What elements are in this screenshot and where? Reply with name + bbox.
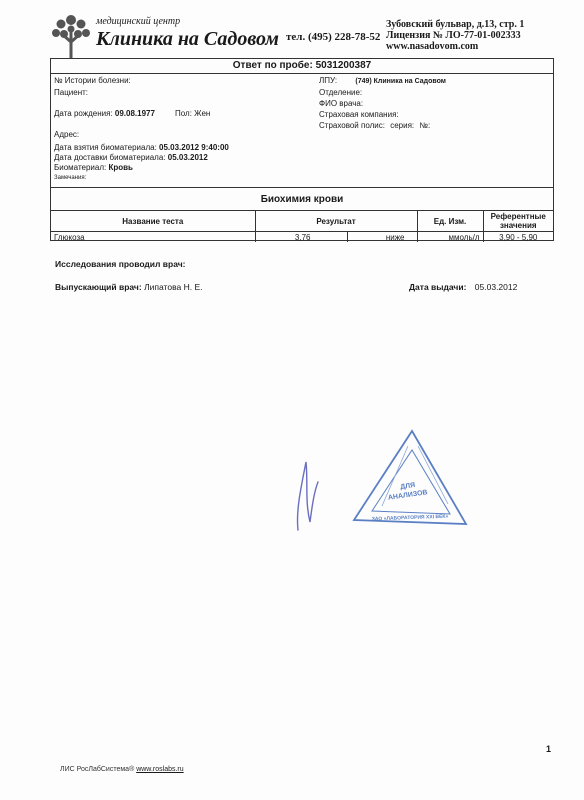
section-divider	[51, 187, 553, 188]
taken-date-label: Дата взятия биоматериала:	[54, 143, 157, 152]
page-number: 1	[546, 744, 552, 754]
issuing-doctor-name: Липатова Н. Е.	[144, 282, 203, 292]
issue-date-label: Дата выдачи:	[409, 282, 467, 292]
sample-label: Ответ по пробе:	[232, 60, 313, 71]
doctor-label: ФИО врача:	[319, 99, 364, 108]
lpu	[319, 76, 446, 85]
biomaterial	[54, 163, 133, 172]
delivery-date-value: 05.03.2012	[167, 153, 208, 162]
birth-date-label: Дата рождения:	[54, 109, 113, 118]
column-header-reference: Референтные значения	[483, 211, 553, 232]
department-label: Отделение:	[319, 88, 363, 97]
research-doctor-label-text: Исследования проводил врач:	[55, 259, 186, 269]
sex-value: Жен	[194, 109, 211, 118]
stamp-bottom-text: ЗАО «ЛАБОРАТОРИЯ XXI ВЕК»	[371, 513, 449, 523]
lpu-value: (749) Клиника на Садовом	[355, 78, 446, 85]
birth-date	[54, 109, 155, 118]
table-row	[51, 232, 553, 243]
history-label: № Истории болезни:	[54, 76, 131, 85]
sample-header	[51, 59, 553, 74]
clinic-contacts	[386, 19, 524, 52]
column-header-test: Название теста	[51, 211, 255, 232]
delivery-date	[54, 153, 208, 162]
issue-date	[409, 282, 517, 292]
lab-stamp	[350, 428, 468, 528]
clinic-website: www.nasadovom.com	[386, 41, 479, 52]
clinic-name: Клиника на Садовом	[96, 28, 279, 50]
clinic-logo	[50, 12, 92, 58]
stamp-center-line2: АНАЛИЗОВ	[387, 489, 429, 502]
address-label: Адрес:	[54, 130, 80, 139]
issuing-doctor-label: Выпускающий врач:	[55, 282, 142, 292]
policy	[319, 121, 430, 130]
sample-number: 5031200387	[315, 60, 372, 71]
handwritten-signature	[288, 452, 328, 532]
clinic-address: Зубовский бульвар, д.13, стр. 1	[386, 19, 525, 30]
issue-date-value: 05.03.2012	[474, 282, 518, 292]
footer-link[interactable]: www.roslabs.ru	[136, 766, 184, 773]
research-doctor-label	[55, 259, 185, 269]
column-header-result: Результат	[255, 211, 417, 232]
clinic-phone: тел. (495) 228-78-52	[286, 31, 381, 43]
lpu-label: ЛПУ:	[319, 76, 338, 85]
footer-prefix: ЛИС РосЛабСистема®	[60, 766, 135, 773]
report-frame	[50, 58, 554, 241]
insurer-label: Страховая компания:	[319, 110, 399, 119]
test-reference: 3,90 - 5,90	[483, 232, 553, 243]
delivery-date-label: Дата доставки биоматериала:	[54, 153, 166, 162]
birth-date-value: 09.08.1977	[114, 109, 155, 118]
test-value: 3,76	[255, 232, 347, 243]
notes-label: Замечания:	[54, 175, 87, 181]
taken-date	[54, 143, 229, 152]
test-flag: ниже	[347, 232, 417, 243]
clinic-license: Лицензия № ЛО-77-01-002333	[386, 30, 521, 41]
biomaterial-label: Биоматериал:	[54, 163, 107, 172]
sex-label: Пол:	[175, 109, 192, 118]
table-header-row	[51, 211, 553, 232]
footer	[60, 766, 184, 773]
biomaterial-value: Кровь	[108, 163, 133, 172]
stamp-center-line1: ДЛЯ	[399, 482, 416, 492]
sex	[175, 109, 210, 118]
policy-series-label: серия:	[390, 121, 415, 130]
policy-label: Страховой полис:	[319, 121, 385, 130]
clinic-subtitle: медицинский центр	[96, 16, 181, 27]
column-header-unit: Ед. Изм.	[417, 211, 483, 232]
results-table	[51, 210, 553, 242]
taken-date-value: 05.03.2012 9:40:00	[159, 143, 229, 152]
patient-label: Пациент:	[54, 88, 89, 97]
test-name: Глюкоза	[51, 232, 255, 243]
issuing-doctor	[55, 282, 202, 292]
test-unit: ммоль/л	[417, 232, 483, 243]
policy-number-label: №:	[419, 121, 431, 130]
section-title: Биохимия крови	[260, 194, 344, 205]
